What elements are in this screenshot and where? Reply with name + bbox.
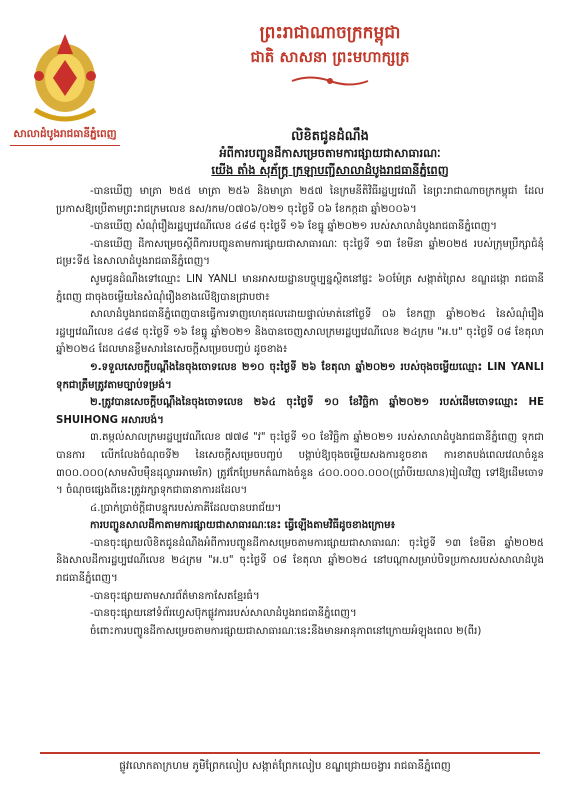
body-paragraph: -បានឃើញ សំណុំរឿងរដ្ឋប្បវេណីលេខ ៤៨៨ ចុះថ្ងៃទី ១៦ ខែធ្នូ ឆ្នាំ២០២១ របស់សាលាដំបូងរាជធានីភ្នំពេញ។: [90, 221, 497, 233]
document-title: លិខិតជូនដំណឹង: [291, 129, 369, 144]
kingdom-heading: ព្រះរាជាណាចក្រកម្ពុជា: [259, 23, 401, 43]
footer-address: ផ្លូវលោកតាក្រហម ភូមិព្រែកលៀប សង្កាត់ព្រែកលៀប ខណ្ឌជ្រោយចង្វារ រាជធានីភ្នំពេញ: [119, 760, 451, 772]
document-subject: អំពីការបញ្ចូនដីកាសម្រេចតាមការផ្សាយជាសាធារណៈ: [219, 146, 441, 160]
body-paragraph: ៣.តម្កល់សាលក្រមរដ្ឋប្បវេណីលេខ ៧៧៨ "វ" ចុះថ្ងៃទី ១០ ខែវិច្ឆិកា ឆ្នាំ២០២១ របស់សាលាដំបូងរាជធានីភ្នំពេញ ទុកជាបានការ លើកលែងចំណុចទី២ នៃសេចក្តីសម្រេចបញ្ចប់ បង្គាប់ឱ្យចុងចម្លើយសងការខូចខាត ការខាតបង់ពេលវេលាចំនួន ៣០០.០០០(សាមសិបម៉ឺនដុល្លារអាមេរិក) ត្រូវកែប្រែមកតំណាងចំនួន ៤០០.០០០.០០០(ប្រាំបីរយលាន)រៀលវិញ ទៅឱ្យដើមចោទ ។ ចំណុចផ្សេងពីនេះត្រូវរក្សាទុកជាធានាការដដែល។: [56, 432, 544, 497]
body-paragraph: ចំពោះការបញ្ចូនដីកាសម្រេចតាមការផ្សាយជាសាធារណៈនេះនឹងមានអានុភាពនៅក្រោយអំឡុងពេល ២(ពីរ): [90, 625, 482, 637]
body-paragraph: -បានចុះផ្សាយតាមសារព័ត៌មានកាសែតខ្មែរធំ។: [90, 590, 260, 602]
body-paragraph: ១.ទទួលសេចក្តីបណ្តឹងនៃចុងចោទលេខ ២១០ ចុះថ្ងៃទី ២៦ ខែតុលា ឆ្នាំ២០២១ របស់ចុងចម្លើយឈ្មោះ LIN YANLI ទុកជាត្រឹមត្រូវតាមច្បាប់ទម្រង់។: [56, 361, 544, 391]
body-paragraph: ៤.ប្រាក់ប្រាថ់ក្តីជាបន្ទុករបស់ភាគីដែលបានបរាជ័យ។: [90, 502, 282, 514]
court-name: សាលាដំបូងរាជធានីភ្នំពេញ: [10, 128, 120, 146]
national-motto: ជាតិ សាសនា ព្រះមហាក្សត្រ: [250, 48, 410, 66]
body-paragraph: -បានឃើញ មាត្រា ២៥៥ មាត្រា ២៥៦ និងមាត្រា ២៥៧ នៃក្រមនីតិវិធីរដ្ឋប្បវេណី នៃព្រះរាជាណាចក្រកម្ពុជា ដែលប្រកាសឱ្យប្រើតាមព្រះរាជក្រមលេខ នស/រកម/០៧០៦/០២១ ចុះថ្ងៃទី ០៦ ខែកក្កដា ឆ្នាំ២០០៦។: [56, 186, 544, 215]
body-paragraph: -បានឃើញ ដីកាសម្រេចស្តីពីការបញ្ចូនតាមការផ្សាយជាសាធារណៈ ចុះថ្ងៃទី ១៣ ខែមីនា ឆ្នាំ២០២៥ របស់ក្រុមប្រឹក្សាជំនុំជម្រះទី៥ នៃសាលាដំបូងរាជធានីភ្នំពេញ។: [56, 238, 544, 268]
body-paragraph: -បានចុះផ្សាយនៅទំព័រហ្វេសប៊ុកផ្លូវការរបស់សាលាដំបូងរាជធានីភ្នំពេញ។: [90, 608, 357, 620]
body-paragraph: ការបញ្ចូនសាលដីកាតាមការផ្សាយជាសាធារណៈនេះ ធ្វើឡើងតាមវិធីដូចខាងក្រោម៖: [90, 520, 396, 532]
body-paragraph: សាលាដំបូងរាជធានីភ្នំពេញបានធ្វើការទាញហេតុផលដោយផ្ទាល់មាត់នៅថ្ងៃទី ០៦ ខែកញ្ញា ឆ្នាំ២០២៤ នៃសំណុំរឿងរដ្ឋប្បវេណីលេខ ៤៨៨ ចុះថ្ងៃទី ១៦ ខែធ្នូ ឆ្នាំ២០២១ និងបានចេញសាលក្រមរដ្ឋប្បវេណីលេខ ២៤ក្រម "អ.ប" ចុះថ្ងៃទី ០៨ ខែតុលា ឆ្នាំ២០២៤ ដែលមានខ្លឹមសារនៃសេចក្តីសម្រេចបញ្ចប់ ដូចខាង៖: [56, 309, 544, 356]
footer-divider: [40, 752, 540, 754]
court-emblem-icon: [17, 20, 113, 130]
body-paragraph: -បានចុះផ្សាយលិខិតជូនដំណឹងអំពីការបញ្ចូនដីកាសម្រេចតាមការផ្សាយជាសាធារណៈ ចុះថ្ងៃទី ១៣ ខែមីនា ឆ្នាំ២០២៥ និងសាលដីការដ្ឋប្បវេណីលេខ ២៤ក្រម "អ.ប" ចុះថ្ងៃទី ០៨ ខែតុលា ឆ្នាំ២០២៤ នៅបណ្តាសម្រាប់បិទប្រកាសរបស់សាលាដំបូងរាជធានីភ្នំពេញ។: [56, 537, 544, 585]
body-paragraph: ២.ត្រូវបានសេចក្តីបណ្តឹងនៃចុងចោទលេខ ២៦៤ ចុះថ្ងៃទី ១០ ខែវិច្ឆិកា ឆ្នាំ២០២១ របស់ដើមចោទឈ្មោះ HE SHUIHONG អសារបង់។: [56, 397, 544, 426]
ornament-divider-icon: [290, 74, 370, 88]
issuer-line: យើង តាំង សុភ័ក្ត្រ ក្រឡាបញ្ជីសាលាដំបូងរាជធានីភ្នំពេញ: [211, 163, 449, 177]
body-paragraph: សូមជូនដំណឹងទៅឈ្មោះ LIN YANLI មានអាសយដ្ឋានបច្ចុប្បន្នស្ថិតនៅផ្ទះ ៦០ម៉ែត្រ សង្កាត់ព្រៃស ខណ្ឌដង្កោ រាជធានីភ្នំពេញ ជាចុងចម្លើយនៃសំណុំរឿងខាងលើឱ្យបានជ្រាបថា៖: [56, 273, 544, 303]
document-body: [56, 183, 544, 640]
